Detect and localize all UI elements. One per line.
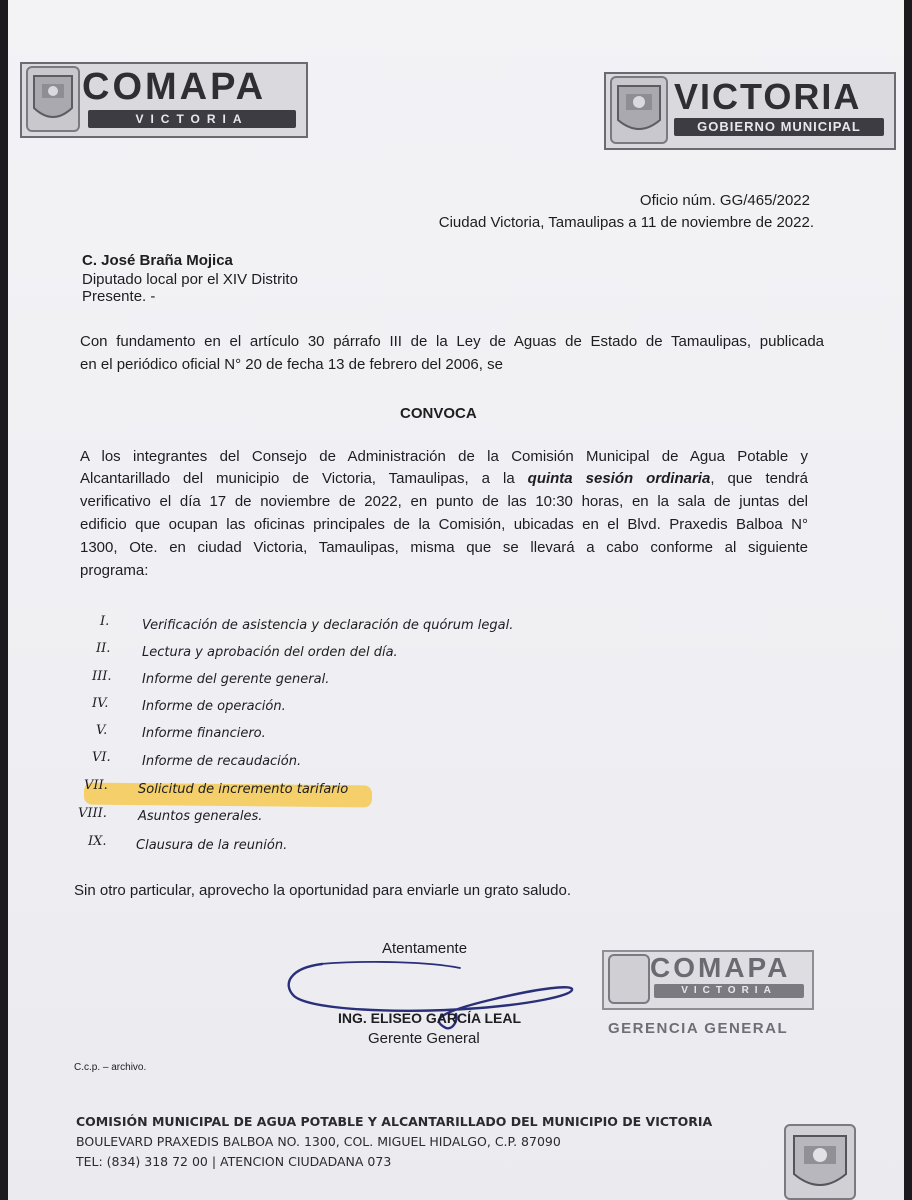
quinta-sesion-ordinaria: quinta sesión ordinaria	[527, 470, 711, 487]
footer-phone: TEL: (834) 318 72 00 | ATENCION CIUDADANA 073	[76, 1154, 392, 1169]
agenda-item-text: Asuntos generales.	[138, 809, 263, 824]
agenda-item-number: IV.	[92, 696, 109, 711]
recipient-name: C. José Braña Mojica	[82, 252, 233, 269]
body-line-2-start: Alcantarillado del municipio de Victoria, Tamaulipas, a la	[80, 470, 528, 487]
ccp-note: C.c.p. – archivo.	[74, 1062, 147, 1073]
agenda-item-number: II.	[96, 641, 111, 656]
comapa-logo-subtitle: VICTORIA	[88, 110, 296, 128]
recipient-position: Diputado local por el XIV Distrito	[82, 271, 298, 288]
agenda-item-number: I.	[100, 614, 110, 629]
footer-crest-icon	[784, 1124, 856, 1200]
agenda-item-number: IX.	[88, 834, 107, 849]
agenda-item-text: Lectura y aprobación del orden del día.	[142, 645, 398, 660]
oficio-number: Oficio núm. GG/465/2022	[639, 192, 810, 209]
agenda-item-text: Informe financiero.	[142, 726, 266, 741]
agenda-item-number: VII.	[84, 778, 108, 793]
footer-organization: COMISIÓN MUNICIPAL DE AGUA POTABLE Y ALCANTARILLADO DEL MUNICIPIO DE VICTORIA	[76, 1114, 713, 1129]
agenda-item-text: Informe de operación.	[142, 699, 286, 714]
agenda-item-text: Solicitud de incremento tarifario	[138, 782, 349, 797]
agenda-item-number: V.	[96, 723, 108, 738]
agenda-item-number: VIII.	[78, 806, 107, 821]
comapa-crest-icon	[26, 66, 80, 132]
stamp-text: GERENCIA GENERAL	[608, 1020, 789, 1037]
agenda-item-number: VI.	[92, 750, 111, 765]
document-page	[8, 0, 904, 1200]
agenda-item-text: Informe de recaudación.	[142, 754, 302, 769]
signer-title: Gerente General	[368, 1030, 480, 1047]
stamp-logo-name: COMAPA	[650, 952, 791, 983]
victoria-logo-subtitle: GOBIERNO MUNICIPAL	[674, 118, 884, 136]
signer-name: ING. ELISEO GARCÍA LEAL	[338, 1010, 522, 1026]
stamp-crest-icon	[608, 954, 650, 1004]
agenda-item-text: Informe del gerente general.	[142, 672, 330, 687]
comapa-logo-name: COMAPA	[82, 66, 267, 108]
convoca-heading: CONVOCA	[400, 405, 477, 422]
body-line-6: programa:	[80, 562, 149, 579]
body-line-3: verificativo el día 17 de noviembre de 2022, en punto de las 10:30 horas, en la sala de juntas del	[80, 493, 808, 510]
agenda-item-text: Verificación de asistencia y declaración de quórum legal.	[142, 618, 514, 633]
signature-scribble	[280, 950, 580, 1040]
victoria-crest-icon	[610, 76, 668, 144]
intro-line-1: Con fundamento en el artículo 30 párrafo III de la Ley de Aguas de Estado de Tamaulipas, publicada	[80, 333, 824, 350]
body-line-2	[80, 470, 808, 487]
recipient-presente: Presente. -	[82, 288, 156, 305]
body-line-2-end: , que tendrá	[710, 470, 808, 487]
place-date: Ciudad Victoria, Tamaulipas a 11 de noviembre de 2022.	[438, 214, 814, 231]
body-line-4: edificio que ocupan las oficinas principales de la Comisión, ubicadas en el Blvd. Praxedis Balboa N°	[80, 516, 808, 533]
body-line-5: 1300, Ote. en ciudad Victoria, Tamaulipas, misma que se llevará a cabo conforme al siguiente	[80, 539, 808, 556]
agenda-item-text: Clausura de la reunión.	[136, 838, 288, 853]
victoria-logo-name: VICTORIA	[674, 76, 862, 117]
footer-address: BOULEVARD PRAXEDIS BALBOA NO. 1300, COL. MIGUEL HIDALGO, C.P. 87090	[76, 1134, 561, 1149]
intro-line-2: en el periódico oficial N° 20 de fecha 13 de febrero del 2006, se	[80, 356, 503, 373]
body-line-1: A los integrantes del Consejo de Administración de la Comisión Municipal de Agua Potable y	[80, 448, 808, 465]
atentamente: Atentamente	[382, 940, 468, 957]
closing-sentence: Sin otro particular, aprovecho la oportunidad para enviarle un grato saludo.	[74, 882, 571, 899]
stamp-logo-subtitle: VICTORIA	[654, 984, 804, 998]
agenda-item-number: III.	[92, 669, 112, 684]
